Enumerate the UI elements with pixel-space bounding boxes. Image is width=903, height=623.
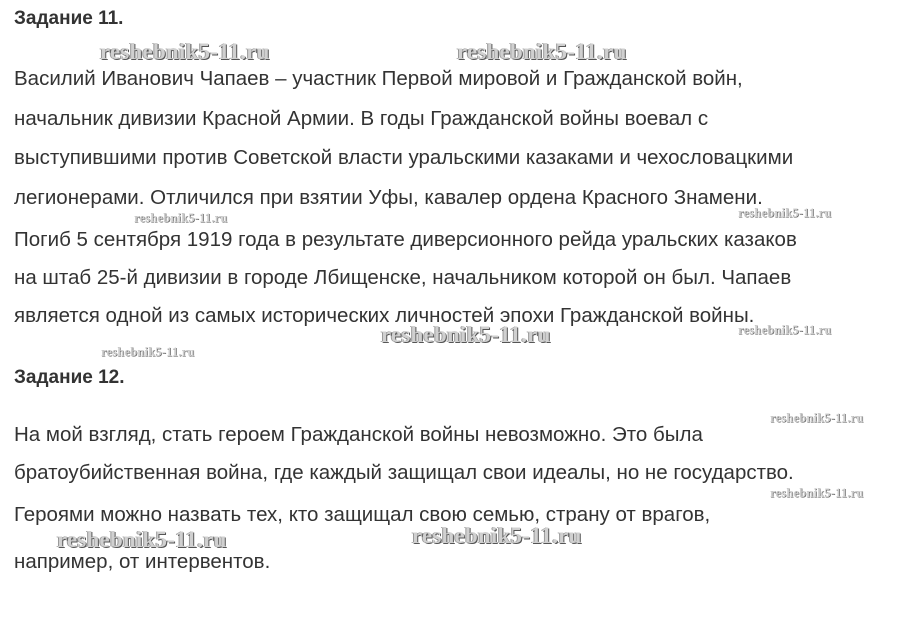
watermark: reshebnik5-11.ru xyxy=(770,486,864,500)
watermark: reshebnik5-11.ru xyxy=(412,523,582,548)
task-12-heading: Задание 12. xyxy=(14,367,125,388)
task-11-heading: Задание 11. xyxy=(14,8,124,29)
watermark: reshebnik5-11.ru xyxy=(381,322,551,347)
task-11-line: начальник дивизии Красной Армии. В годы Гражданской войны воевал с xyxy=(14,107,709,130)
watermark: reshebnik5-11.ru xyxy=(101,345,195,359)
task-11-line: Погиб 5 сентября 1919 года в результате диверсионного рейда уральских казаков xyxy=(14,228,797,251)
watermark: reshebnik5-11.ru xyxy=(770,411,864,425)
watermark: reshebnik5-11.ru xyxy=(457,39,627,64)
task-12-line: Героями можно назвать тех, кто защищал свою семью, страну от врагов, xyxy=(14,503,711,526)
watermark: reshebnik5-11.ru xyxy=(134,211,228,225)
task-12-line: братоубийственная война, где каждый защищал свои идеалы, но не государство. xyxy=(14,461,794,484)
task-11-line: выступившими против Советской власти уральскими казаками и чехословацкими xyxy=(14,146,794,169)
watermark: reshebnik5-11.ru xyxy=(738,323,832,337)
task-11-line: является одной из самых исторических личностей эпохи Гражданской войны. xyxy=(14,304,755,327)
task-12-line: На мой взгляд, стать героем Гражданской войны невозможно. Это была xyxy=(14,423,703,446)
task-11-line: на штаб 25-й дивизии в городе Лбищенске, начальником которой он был. Чапаев xyxy=(14,266,792,289)
task-11-line: Василий Иванович Чапаев – участник Первой мировой и Гражданской войн, xyxy=(14,67,743,90)
watermark: reshebnik5-11.ru xyxy=(738,206,832,220)
task-11-line: легионерами. Отличился при взятии Уфы, кавалер ордена Красного Знамени. xyxy=(14,186,763,209)
watermark: reshebnik5-11.ru xyxy=(100,39,270,64)
watermark: reshebnik5-11.ru xyxy=(57,527,227,552)
task-12-line: например, от интервентов. xyxy=(14,550,271,573)
